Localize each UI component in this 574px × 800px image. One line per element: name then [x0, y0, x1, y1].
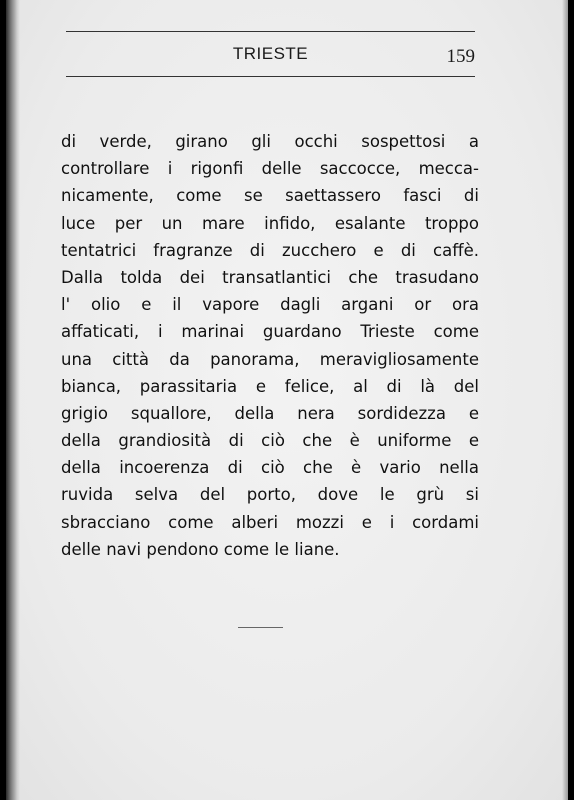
text-line: Dalla tolda dei transatlantici che trasudano: [61, 267, 479, 287]
text-line: una città da panorama, meravigliosamente: [61, 349, 479, 369]
text-line: della grandiosità di ciò che è uniforme e: [61, 431, 479, 451]
text-line: nicamente, come se saettassero fasci di: [61, 186, 479, 206]
header-rule-bottom: [66, 76, 475, 77]
header-rule-top: [66, 31, 475, 32]
text-line: bianca, parassitaria e felice, al di là del: [61, 376, 479, 396]
text-line: della incoerenza di ciò che è vario nella: [61, 458, 479, 478]
page-gutter-shadow: [6, 0, 20, 800]
section-end-rule: [238, 627, 283, 628]
page-edge-shadow: [562, 0, 568, 800]
running-head: [66, 44, 475, 68]
running-title: TRIESTE: [232, 44, 309, 63]
book-page: [6, 0, 568, 800]
text-line: l' olio e il vapore dagli argani or ora: [61, 295, 479, 315]
text-line: di verde, girano gli occhi sospettosi a: [61, 132, 479, 151]
text-line: tentatrici fragranze di zucchero e di caffè.: [61, 240, 479, 260]
body-paragraph: [61, 128, 479, 563]
text-line: affaticati, i marinai guardano Trieste come: [61, 322, 479, 342]
text-line: sbracciano come alberi mozzi e i cordami: [61, 512, 479, 532]
text-line: controllare i rigonfi delle saccocce, mecca-: [61, 159, 479, 179]
text-line: luce per un mare infido, esalante troppo: [61, 213, 479, 233]
text-line: grigio squallore, della nera sordidezza e: [61, 403, 479, 423]
text-line: ruvida selva del porto, dove le grù si: [61, 485, 479, 505]
page-number: 159: [446, 46, 475, 67]
text-line-last: delle navi pendono come le liane.: [61, 539, 340, 559]
